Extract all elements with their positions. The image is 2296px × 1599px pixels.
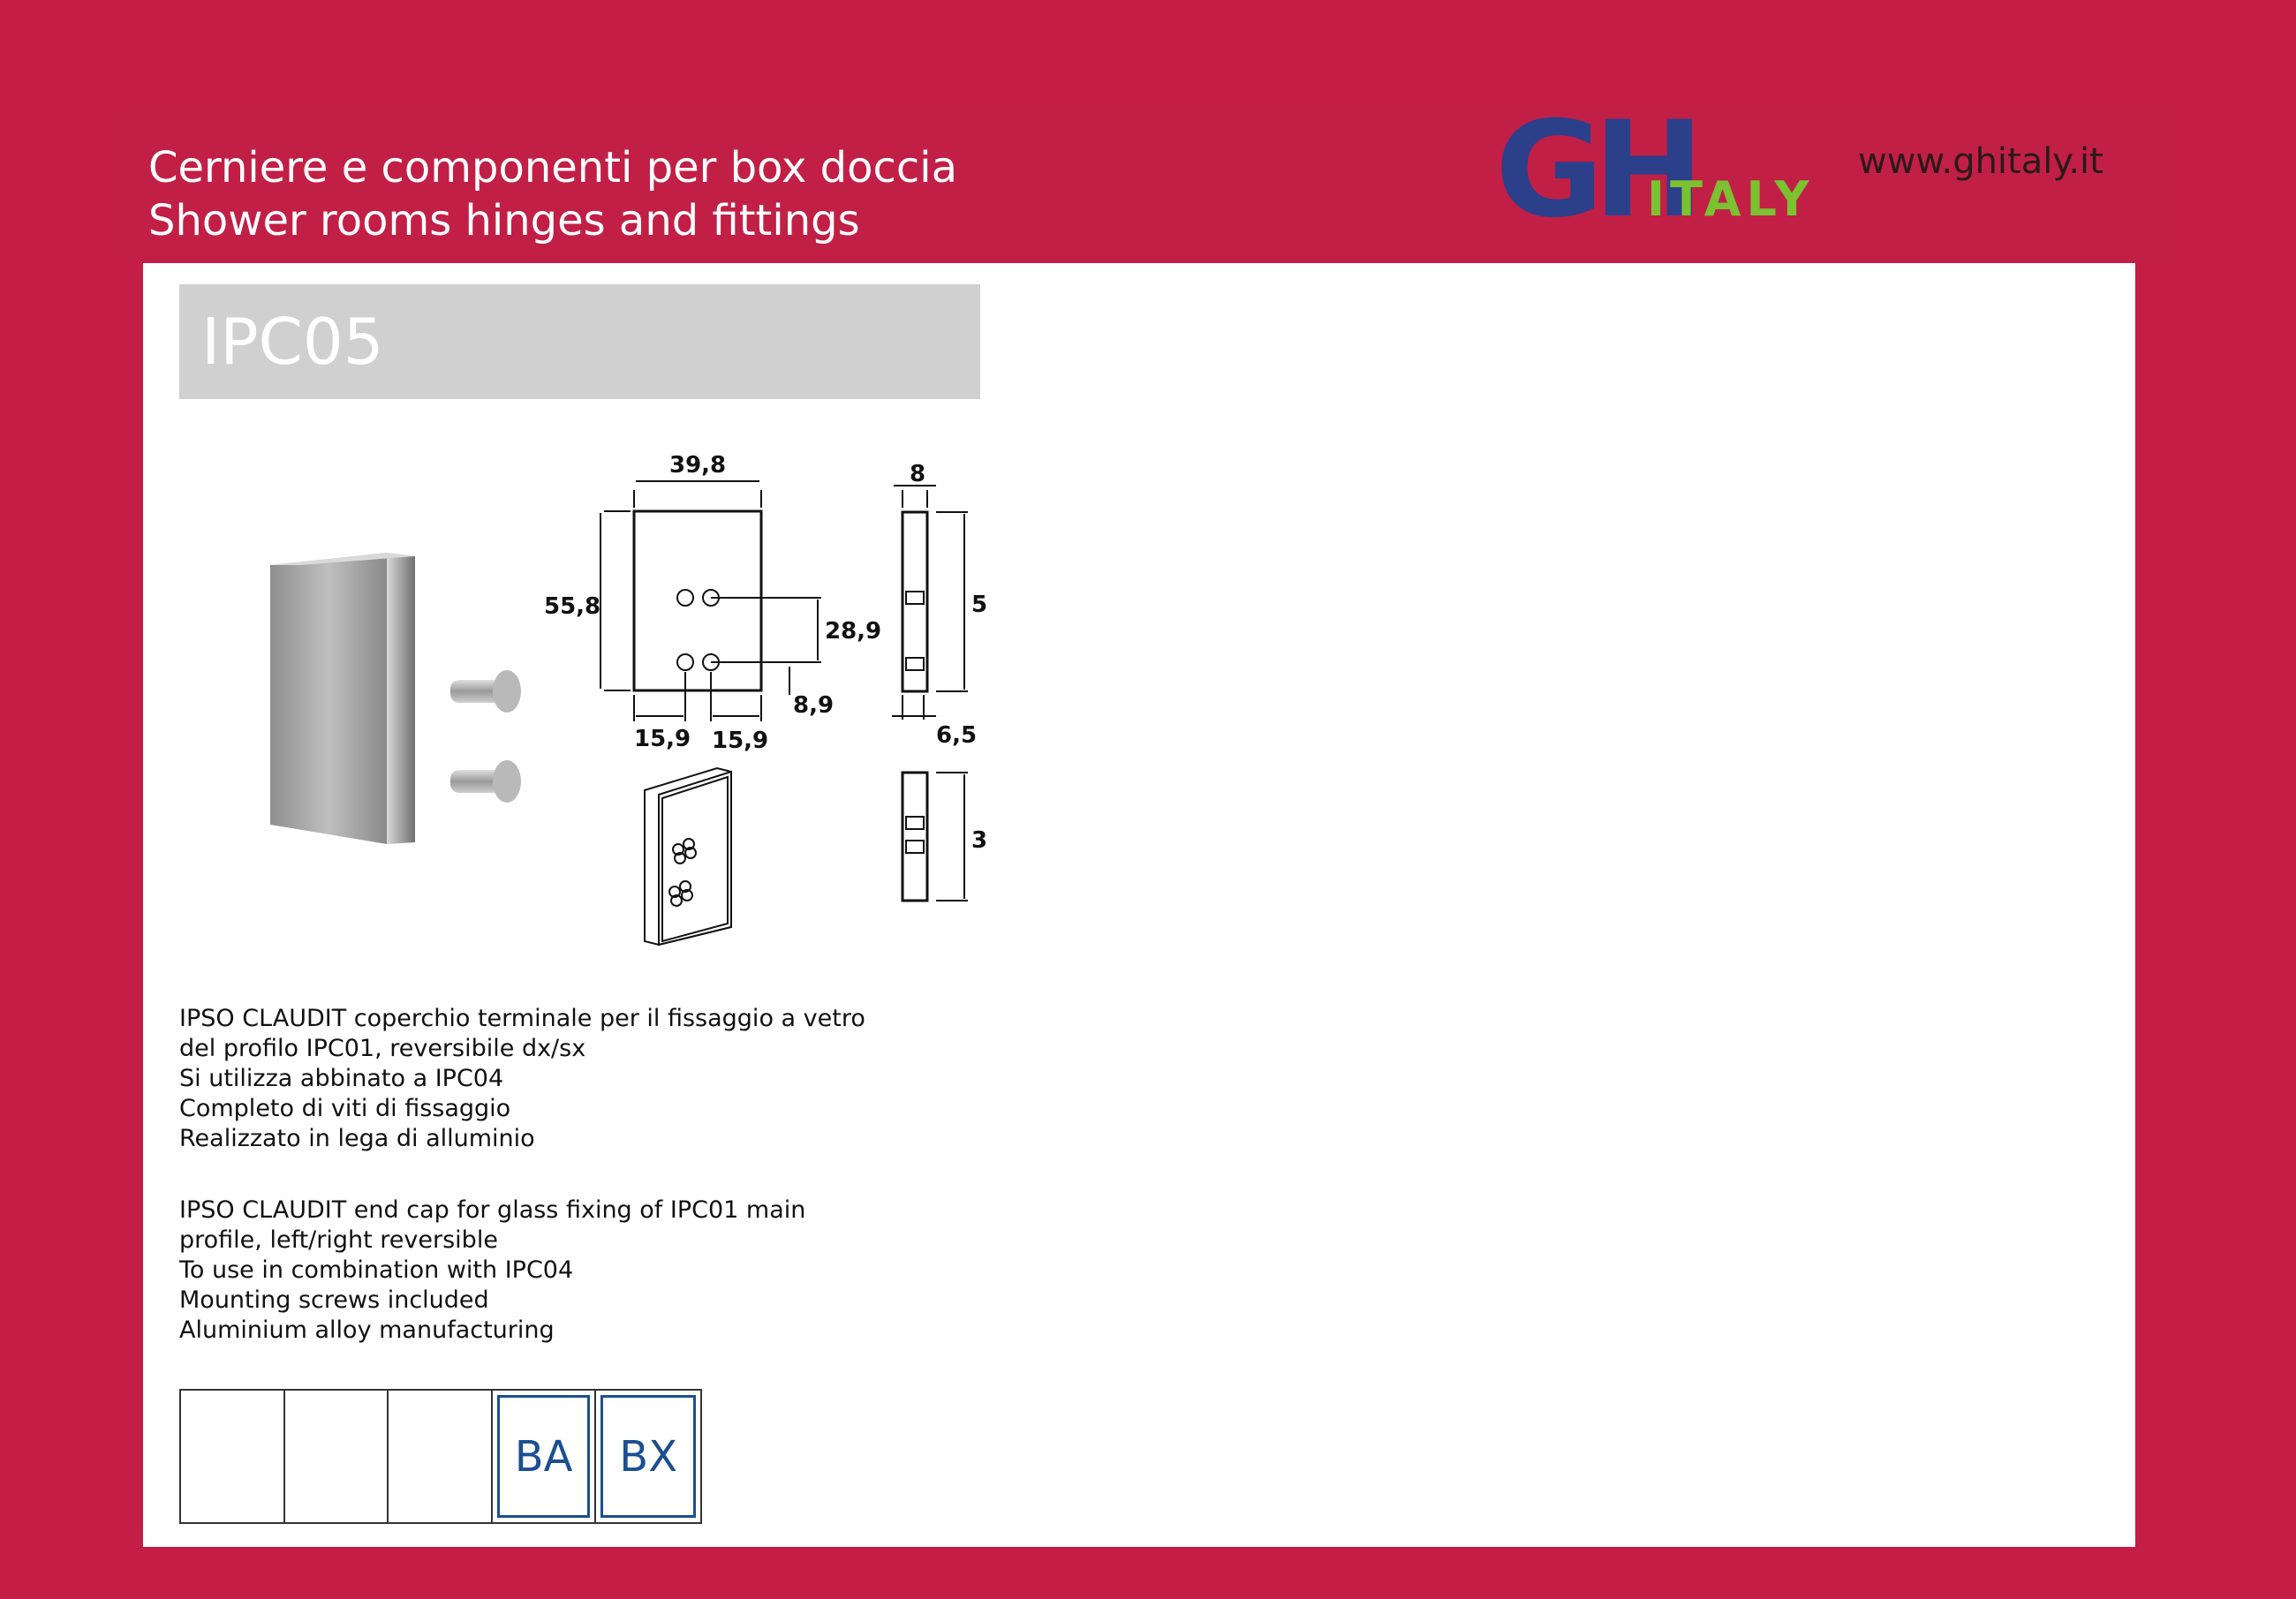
desc-en-line: Aluminium alloy manufacturing (179, 1316, 555, 1344)
finish-badge-ba: BA (497, 1395, 591, 1518)
desc-en-line: To use in combination with IPC04 (179, 1256, 574, 1284)
desc-it-line: Si utilizza abbinato a IPC04 (179, 1065, 504, 1092)
dim-height: 55,8 (544, 593, 601, 620)
desc-en-line: Mounting screws included (179, 1286, 489, 1314)
desc-en-line: profile, left/right reversible (179, 1226, 498, 1254)
product-photo (256, 530, 539, 865)
header-title (148, 141, 957, 247)
finish-cell (181, 1391, 285, 1522)
plate-front (270, 553, 387, 844)
dim-width: 39,8 (669, 452, 727, 479)
content-panel (143, 263, 2135, 1547)
website-link[interactable]: www.ghitaly.it (1858, 141, 2103, 182)
finish-cell-ba (493, 1391, 597, 1522)
description-italian (179, 1004, 865, 1154)
desc-it-line: Realizzato in lega di alluminio (179, 1125, 535, 1152)
dim-side-height: 5 (971, 592, 988, 618)
dim-hole-spacing-h: 15,9 (712, 728, 769, 754)
desc-it-line: IPSO CLAUDIT coperchio terminale per il fissaggio a vetro (179, 1005, 865, 1032)
finish-cell-bx (596, 1391, 700, 1522)
dim-thickness: 8 (910, 461, 926, 487)
logo-main-text: GH (1495, 108, 1694, 223)
desc-en-line: IPSO CLAUDIT end cap for glass fixing of IPC01 main (179, 1196, 806, 1224)
hole (677, 590, 693, 606)
dim-side-bottom: 6,5 (936, 722, 978, 746)
dim-hole-offset-left: 15,9 (634, 726, 691, 752)
finish-cell (285, 1391, 389, 1522)
finish-badge-bx: BX (600, 1395, 696, 1518)
desc-it-line: Completo di viti di fissaggio (179, 1095, 511, 1122)
desc-it-line: del profilo IPC01, reversibile dx/sx (179, 1035, 586, 1062)
finish-table (179, 1389, 702, 1524)
product-code: IPC05 (201, 305, 384, 379)
screw-bottom (450, 760, 521, 803)
dim-hole-spacing-v: 28,9 (825, 618, 882, 645)
plate-side (387, 553, 415, 844)
side-view-drawing (883, 455, 989, 746)
screw-top (450, 670, 521, 713)
isometric-drawing (636, 759, 742, 954)
header-title-en: Shower rooms hinges and fittings (148, 196, 860, 245)
side-view-drawing-alt (883, 759, 989, 909)
logo-sub-text: ITALY (1647, 171, 1815, 223)
hole (677, 654, 693, 670)
plate-outline (634, 511, 761, 690)
header-title-it: Cerniere e componenti per box doccia (148, 143, 958, 192)
front-view-drawing (530, 446, 901, 764)
dim-hole-offset-bottom: 8,9 (793, 692, 835, 719)
dim-side-bottom-height: 3 (971, 827, 988, 854)
description-english (179, 1195, 805, 1346)
gh-italy-logo (1495, 108, 1831, 223)
finish-cell (389, 1391, 493, 1522)
